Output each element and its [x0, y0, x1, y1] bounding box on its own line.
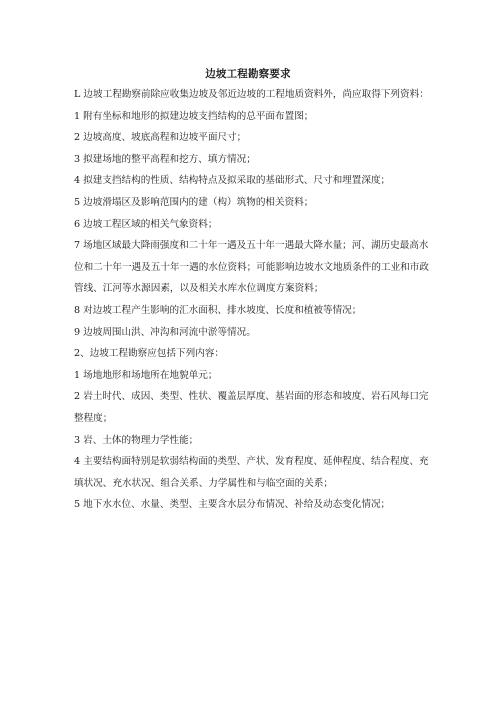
- paragraph-item-2: 2 边坡高度、坡底高程和边坡平面尺寸；: [74, 132, 247, 144]
- paragraph-content-5: 5 地下水水位、水量、类型、主要含水层分布情况、补给及动态变化情况；: [74, 499, 391, 511]
- paragraph-item-6: 6 边坡工程区域的相关气象资料；: [74, 218, 218, 230]
- section-heading-2: 2、边坡工程勘察应包括下列内容：: [74, 348, 225, 360]
- paragraph-intro: L 边坡工程勘察前除应收集边坡及邻近边坡的工程地质资料外，尚应取得下列资料：: [74, 89, 429, 100]
- paragraph-content-4: 4 主要结构面特别是软弱结构面的类型、产状、发育程度、延伸程度、结合程度、充填状况、充水状况、组合关系、力学属性和与临空面的关系；: [74, 456, 429, 489]
- paragraph-content-2: 2 岩土时代、成因、类型、性状、覆盖层厚度、基岩面的形态和坡度、岩石风每口完整程度；: [74, 391, 429, 424]
- paragraph-item-1: 1 附有坐标和地形的拟建边坡支挡结构的总平面布置图；: [74, 110, 314, 122]
- paragraph-content-1: 1 场地地形和场地所在地貌单元；: [74, 369, 218, 381]
- document-title: 边坡工程勘察要求: [205, 68, 291, 80]
- paragraph-item-8: 8 对边坡工程产生影响的汇水面积、排水坡度、长度和植被等情况；: [74, 304, 362, 316]
- paragraph-item-4: 4 拟建支挡结构的性质、结构特点及拟采取的基础形式、尺寸和埋置深度；: [74, 175, 391, 187]
- paragraph-item-5: 5 边坡滑塌区及影响范围内的建（构）筑物的相关资料；: [74, 196, 314, 208]
- paragraph-item-3: 3 拟建场地的整平高程和挖方、填方情况；: [74, 153, 256, 165]
- document-body: [74, 84, 434, 516]
- paragraph-item-7: 7 场地区域最大降雨强度和二十年一遇及五十年一遇最大降水量；河、湖历史最高水位和二十年一遇及五十年一遇的水位资料；可能影响边坡水文地质条件的工业和市政管线、江河等水源因素，以及相关水库水位调度方案资料；: [74, 240, 429, 295]
- paragraph-item-9: 9 边坡周围山洪、冲沟和河流中淤等情况。: [74, 326, 256, 338]
- paragraph-content-3: 3 岩、土体的物理力学性能；: [74, 434, 199, 446]
